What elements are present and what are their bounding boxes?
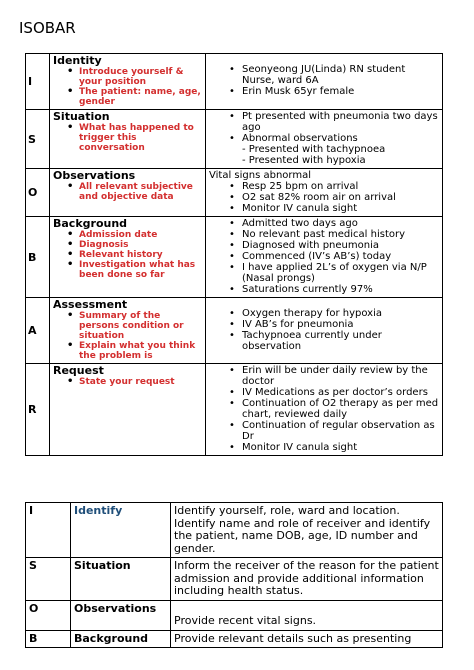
content-cell	[206, 110, 443, 169]
ref-row-background	[26, 630, 443, 648]
isobar-reference-table	[25, 502, 443, 648]
prompt-item: • Diagnosis	[53, 240, 203, 250]
content-item: • Tachypnoea currently under observation	[209, 330, 440, 352]
prompt-cell	[50, 217, 206, 298]
content-list	[209, 365, 440, 453]
section-heading: Situation	[53, 110, 110, 123]
ref-letter: I	[26, 503, 71, 558]
row-situation	[26, 110, 443, 169]
prompt-item: • Explain what you think the problem is	[53, 341, 203, 361]
content-list	[209, 308, 440, 352]
prompt-cell	[50, 110, 206, 169]
row-letter: I	[26, 54, 50, 110]
content-item: • IV Medications as per doctor’s orders	[209, 387, 440, 398]
ref-description: Provide recent vital signs.	[171, 600, 443, 630]
ref-description: Inform the receiver of the reason for the patient admission and provide additional information including health status.	[171, 558, 443, 601]
content-item: • Oxygen therapy for hypoxia	[209, 308, 440, 319]
content-list	[209, 218, 440, 295]
content-item: • Resp 25 bpm on arrival	[209, 181, 440, 192]
prompt-item: • Summary of the persons condition or situation	[53, 311, 203, 341]
content-pretext: Vital signs abnormal	[209, 170, 311, 181]
content-item: • Admitted two days ago	[209, 218, 440, 229]
content-item: • Commenced (IV’s AB’s) today	[209, 251, 440, 262]
prompt-cell	[50, 364, 206, 456]
content-item: • Saturations currently 97%	[209, 284, 440, 295]
prompt-list	[53, 67, 203, 107]
ref-letter: O	[26, 600, 71, 630]
prompt-item: • Relevant history	[53, 250, 203, 260]
content-cell	[206, 364, 443, 456]
prompt-cell	[50, 169, 206, 217]
content-cell	[206, 217, 443, 298]
content-list	[209, 181, 440, 214]
ref-name: Identify	[71, 503, 171, 558]
content-item: • Diagnosed with pneumonia	[209, 240, 440, 251]
section-heading: Assessment	[53, 298, 128, 311]
prompt-list	[53, 123, 203, 153]
content-item: • Erin Musk 65yr female	[209, 86, 440, 97]
content-item: • Pt presented with pneumonia two days ago	[209, 111, 440, 133]
row-letter: A	[26, 298, 50, 364]
prompt-list	[53, 182, 203, 202]
row-letter: B	[26, 217, 50, 298]
prompt-cell	[50, 298, 206, 364]
prompt-list	[53, 377, 203, 387]
content-item: • IV AB’s for pneumonia	[209, 319, 440, 330]
row-letter: R	[26, 364, 50, 456]
content-item: • Continuation of regular observation as Dr	[209, 420, 440, 442]
ref-description: Identify yourself, role, ward and location. Identify name and role of receiver and identify the patient, name DOB, age, ID number and gender.	[171, 503, 443, 558]
row-letter: S	[26, 110, 50, 169]
section-heading: Observations	[53, 169, 136, 182]
prompt-item: • All relevant subjective and objective data	[53, 182, 203, 202]
ref-description: Provide relevant details such as presenting	[171, 630, 443, 648]
prompt-item: • Introduce yourself & your position	[53, 67, 203, 87]
sub-line: - Presented with hypoxia	[242, 155, 366, 166]
row-request	[26, 364, 443, 456]
content-cell	[206, 169, 443, 217]
content-item: • Seonyeong JU(Linda) RN student Nurse, ward 6A	[209, 64, 440, 86]
content-item: • Continuation of O2 therapy as per med chart, reviewed daily	[209, 398, 440, 420]
content-item: • Monitor IV canula sight	[209, 442, 440, 453]
row-identity	[26, 54, 443, 110]
prompt-item: • What has happened to trigger this conversation	[53, 123, 203, 153]
row-assessment	[26, 298, 443, 364]
isobar-table	[25, 53, 443, 456]
prompt-item: • State your request	[53, 377, 203, 387]
ref-row-observations	[26, 600, 443, 630]
row-background	[26, 217, 443, 298]
ref-row-identify	[26, 503, 443, 558]
content-item: • Monitor IV canula sight	[209, 203, 440, 214]
content-item: • Abnormal observations	[209, 133, 440, 144]
prompt-item: • Investigation what has been done so far	[53, 260, 203, 280]
prompt-list	[53, 230, 203, 280]
content-cell	[206, 298, 443, 364]
content-list	[209, 111, 440, 144]
prompt-item: • The patient: name, age, gender	[53, 87, 203, 107]
content-item: • I have applied 2L’s of oxygen via N/P (Nasal prongs)	[209, 262, 440, 284]
sub-line: - Presented with tachypnoea	[242, 144, 386, 155]
content-list	[209, 64, 440, 97]
page-title: ISOBAR	[19, 19, 76, 37]
row-observations	[26, 169, 443, 217]
ref-row-situation	[26, 558, 443, 601]
row-letter: O	[26, 169, 50, 217]
prompt-cell	[50, 54, 206, 110]
ref-name: Observations	[71, 600, 171, 630]
ref-name: Situation	[71, 558, 171, 601]
content-item: • O2 sat 82% room air on arrival	[209, 192, 440, 203]
content-cell	[206, 54, 443, 110]
prompt-list	[53, 311, 203, 361]
ref-name: Background	[71, 630, 171, 648]
ref-letter: B	[26, 630, 71, 648]
section-heading: Background	[53, 217, 128, 230]
ref-letter: S	[26, 558, 71, 601]
section-heading: Request	[53, 364, 104, 377]
content-item: • Erin will be under daily review by the doctor	[209, 365, 440, 387]
section-heading: Identity	[53, 54, 102, 67]
content-item: • No relevant past medical history	[209, 229, 440, 240]
prompt-item: • Admission date	[53, 230, 203, 240]
